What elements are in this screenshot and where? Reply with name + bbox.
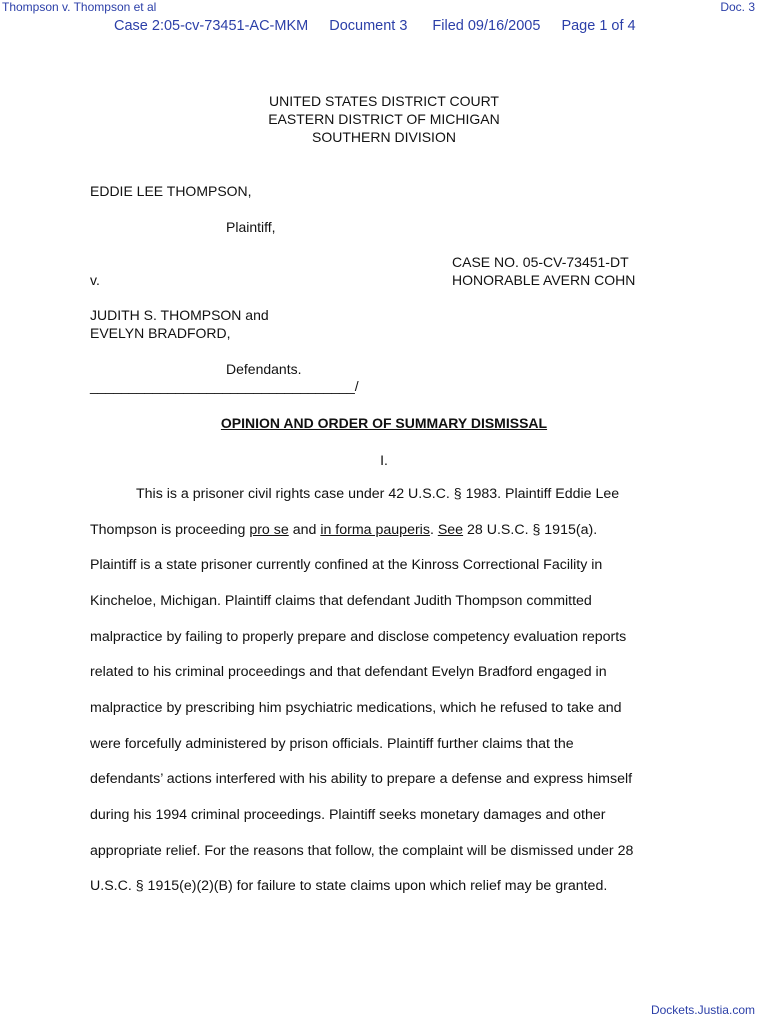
versus: v. <box>90 272 100 288</box>
defendants-role: Defendants. <box>226 361 302 377</box>
filing-date: Filed 09/16/2005 <box>432 18 541 34</box>
body-line-9: defendants’ actions interfered with his ability to prepare a defense and express himself <box>90 771 633 787</box>
document-title-link[interactable]: Thompson v. Thompson et al <box>2 0 157 14</box>
body-line-7: malpractice by prescribing him psychiatric medications, which he refused to take and <box>90 700 622 716</box>
body-line-2-cite: 28 U.S.C. § 1915(a). <box>463 522 598 538</box>
body-line-2 <box>90 522 597 538</box>
filing-case: Case 2:05-cv-73451-AC-MKM <box>114 18 309 34</box>
body-line-10: during his 1994 criminal proceedings. Plaintiff seeks monetary damages and other <box>90 807 606 823</box>
defendant-line-1: JUDITH S. THOMPSON and <box>90 307 269 323</box>
plaintiff-name: EDDIE LEE THOMPSON, <box>90 183 252 199</box>
body-line-4: Kincheloe, Michigan. Plaintiff claims that defendant Judith Thompson committed <box>90 593 592 609</box>
plaintiff-role: Plaintiff, <box>226 219 276 235</box>
court-district: EASTERN DISTRICT OF MICHIGAN <box>268 111 500 127</box>
body-line-8: were forcefully administered by prison officials. Plaintiff further claims that the <box>90 736 574 752</box>
body-line-2-text: Thompson is proceeding <box>90 522 250 538</box>
defendant-line-2: EVELYN BRADFORD, <box>90 325 231 341</box>
section-number: I. <box>380 452 388 468</box>
body-line-2-period: . <box>429 522 438 538</box>
see-signal: See <box>437 522 464 538</box>
body-line-5: malpractice by failing to properly prepare and disclose competency evaluation reports <box>90 629 627 645</box>
in-forma-pauperis-term: in forma pauperis <box>320 522 430 538</box>
body-line-3: Plaintiff is a state prisoner currently confined at the Kinross Correctional Facility in <box>90 557 603 573</box>
court-name: UNITED STATES DISTRICT COURT <box>269 93 499 109</box>
judge-name: HONORABLE AVERN COHN <box>452 272 636 288</box>
opinion-title: OPINION AND ORDER OF SUMMARY DISMISSAL <box>220 415 548 431</box>
body-line-11: appropriate relief. For the reasons that follow, the complaint will be dismissed under 28 <box>90 843 634 859</box>
filing-page: Page 1 of 4 <box>561 18 636 34</box>
court-division: SOUTHERN DIVISION <box>312 129 456 145</box>
document-number-link[interactable]: Doc. 3 <box>720 0 755 14</box>
case-number: CASE NO. 05-CV-73451-DT <box>452 254 629 270</box>
justia-source-link[interactable]: Dockets.Justia.com <box>650 1003 755 1017</box>
body-line-2-and: and <box>288 522 321 538</box>
filing-header <box>114 18 636 34</box>
caption-separator: __________________________________/ <box>90 378 359 394</box>
pro-se-term: pro se <box>249 522 289 538</box>
body-line-1: This is a prisoner civil rights case under 42 U.S.C. § 1983. Plaintiff Eddie Lee <box>136 486 620 502</box>
body-line-12: U.S.C. § 1915(e)(2)(B) for failure to state claims upon which relief may be granted. <box>90 878 608 894</box>
body-line-6: related to his criminal proceedings and that defendant Evelyn Bradford engaged in <box>90 664 607 680</box>
filing-document: Document 3 <box>329 18 408 34</box>
